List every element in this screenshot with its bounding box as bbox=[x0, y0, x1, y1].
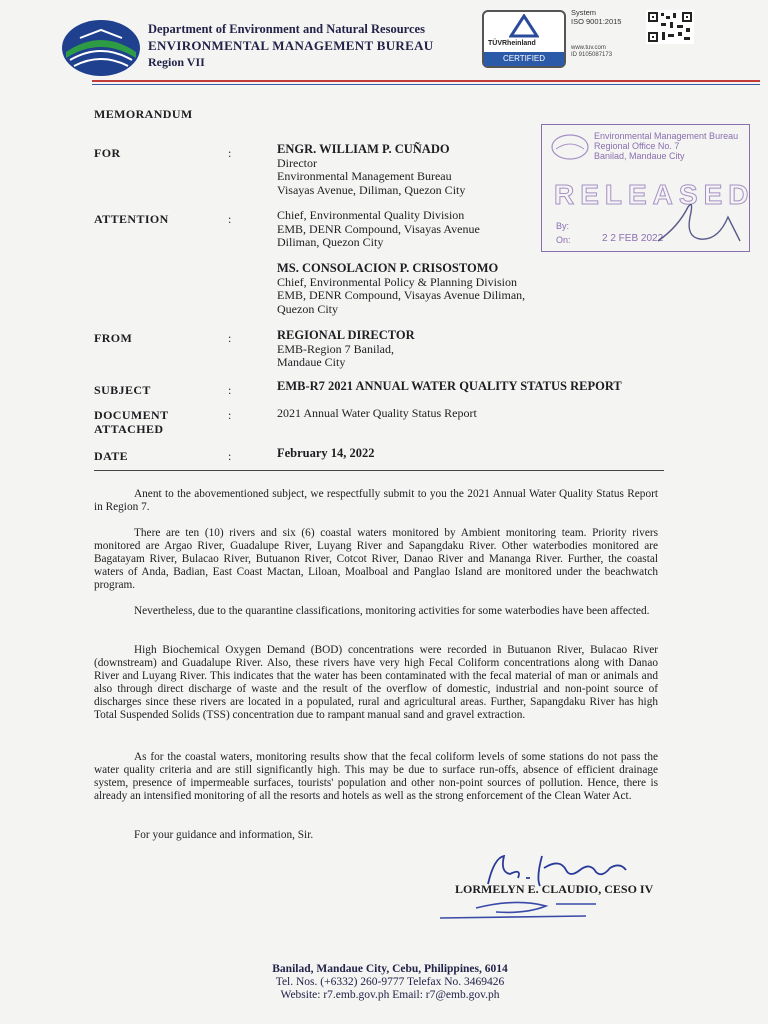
from-label: FROM bbox=[94, 331, 133, 345]
stamp-on-label: On: bbox=[556, 235, 571, 245]
header-region: Region VII bbox=[148, 55, 205, 69]
attention-recipient-2 bbox=[277, 262, 525, 316]
stamp-seal-icon bbox=[550, 133, 590, 161]
subject-text: EMB-R7 2021 ANNUAL WATER QUALITY STATUS REPORT bbox=[277, 379, 622, 393]
memo-divider bbox=[94, 470, 664, 471]
triangle-logo-icon bbox=[509, 14, 539, 38]
stamp-date: 2 2 FEB 2022 bbox=[602, 233, 664, 244]
for-recipient bbox=[277, 143, 465, 197]
signature-flourish bbox=[436, 896, 606, 929]
from-colon: : bbox=[228, 331, 232, 345]
attention2-line-1: Chief, Environmental Policy & Planning Division bbox=[277, 274, 517, 289]
for-line-1: Director bbox=[277, 155, 317, 170]
body-paragraph-3 bbox=[94, 605, 658, 618]
document-attached-text: 2021 Annual Water Quality Status Report bbox=[277, 406, 477, 420]
body-text-2: There are ten (10) rivers and six (6) coastal waters monitored by Ambient monitoring team. Priority rivers monitored are Argao River, Guadalupe River, Luyang River and Sapangdaku River. Other waterbodies monitored are Bagatayam River, Bulacao River, Butuanon River, Cotcot River, Danao River and Mananga River. Further, the coastal waters of Anda, Badian, East Coast Mactan, Liloan, Moalboal and Panglao Island are monitored under the beachwatch program. bbox=[94, 527, 658, 591]
document-label-line-2: ATTACHED bbox=[94, 422, 164, 436]
date-label: DATE bbox=[94, 449, 129, 463]
subject-label: SUBJECT bbox=[94, 383, 151, 397]
qr-code-icon bbox=[646, 10, 694, 49]
from-line-1: EMB-Region 7 Banilad, bbox=[277, 341, 394, 356]
stamp-by-label: By: bbox=[556, 221, 570, 231]
denr-logo bbox=[60, 18, 142, 83]
tuv-brand: TÜVRheinland bbox=[488, 40, 536, 47]
stamp-org-line-1: Environmental Management Bureau bbox=[594, 131, 739, 141]
subject-colon: : bbox=[228, 383, 232, 397]
stamp-org bbox=[594, 131, 738, 161]
attention2-line-3: Quezon City bbox=[277, 301, 338, 316]
attention-line-3: Diliman, Quezon City bbox=[277, 235, 384, 249]
from-sender bbox=[277, 329, 415, 370]
for-label: FOR bbox=[94, 146, 121, 160]
document-colon: : bbox=[228, 408, 232, 422]
stamp-initials-signature bbox=[628, 197, 748, 247]
date-text: February 14, 2022 bbox=[277, 446, 375, 460]
body-text-1: Anent to the abovementioned subject, we respectfully submit to you the 2021 Annual Water Quality Status Report in Region 7. bbox=[94, 488, 658, 513]
signatory-name: LORMELYN E. CLAUDIO, CESO IV bbox=[455, 882, 654, 896]
body-paragraph-1 bbox=[94, 488, 658, 514]
stamp-org-line-2: Regional Office No. 7 bbox=[594, 141, 680, 151]
iso-site-line-1: www.tuv.com bbox=[571, 45, 606, 51]
header-divider-red bbox=[92, 80, 760, 82]
attention2-name: MS. CONSOLACION P. CRISOSTOMO bbox=[277, 261, 499, 275]
iso-line-2: ISO 9001:2015 bbox=[571, 17, 622, 26]
stamp-org-line-3: Banilad, Mandaue City bbox=[594, 151, 685, 161]
body-text-6: For your guidance and information, Sir. bbox=[134, 829, 314, 841]
for-line-3: Visayas Avenue, Diliman, Quezon City bbox=[277, 182, 466, 197]
attention2-line-2: EMB, DENR Compound, Visayas Avenue Diliman, bbox=[277, 288, 526, 302]
header-divider-blue bbox=[92, 84, 760, 85]
stamp-status: RELEASED bbox=[554, 179, 755, 210]
body-paragraph-2 bbox=[94, 527, 658, 592]
document-label-line-1: DOCUMENT bbox=[94, 408, 169, 422]
header-department: Department of Environment and Natural Resources bbox=[148, 22, 425, 36]
iso-standard bbox=[571, 8, 621, 26]
header-bureau: ENVIRONMENTAL MANAGEMENT BUREAU bbox=[148, 38, 434, 53]
iso-site-line-2: ID 9105087173 bbox=[571, 52, 613, 58]
from-name: REGIONAL DIRECTOR bbox=[277, 328, 415, 342]
footer-address: Banilad, Mandaue City, Cebu, Philippines, 6014 bbox=[272, 963, 508, 975]
attention-colon: : bbox=[228, 212, 232, 226]
footer-website: Website: r7.emb.gov.ph Email: r7@emb.gov.ph bbox=[280, 989, 500, 1001]
for-name: ENGR. WILLIAM P. CUÑADO bbox=[277, 142, 450, 156]
body-paragraph-5 bbox=[94, 751, 658, 803]
tuv-certification-badge bbox=[482, 10, 566, 68]
tuv-certified-label: CERTIFIED bbox=[484, 52, 564, 66]
released-stamp bbox=[541, 124, 755, 252]
for-colon: : bbox=[228, 146, 232, 160]
iso-line-1: System bbox=[571, 8, 597, 17]
attention-line-1: Chief, Environmental Quality Division bbox=[277, 208, 465, 222]
body-paragraph-6 bbox=[94, 829, 658, 842]
for-line-2: Environmental Management Bureau bbox=[277, 169, 452, 183]
from-line-2: Mandaue City bbox=[277, 355, 346, 369]
document-attached-label bbox=[94, 408, 169, 436]
footer-telephone: Tel. Nos. (+6332) 260-9777 Telefax No. 3469426 bbox=[275, 976, 505, 988]
attention-label: ATTENTION bbox=[94, 212, 169, 226]
body-text-4: High Biochemical Oxygen Demand (BOD) concentrations were recorded in Butuanon River, Bulacao River (downstream) and Guadalupe River. Also, these rivers have very high Fecal Coliform concentrations along with Danao River and Luyang River. This indicates that the water has been contaminated with the fecal material of man or animals and also through direct discharge of waste and the result of the overflow of domestic, industrial and non-point source of discharges since these rivers are located in a populated, rural and agricultural areas. Further, Sapangdaku River has high Total Suspended Solids (TSS) concentration due to rampant manual sand and gravel extraction. bbox=[94, 644, 658, 721]
memo-title: MEMORANDUM bbox=[94, 107, 193, 121]
body-paragraph-4 bbox=[94, 644, 658, 722]
body-text-5: As for the coastal waters, monitoring results show that the fecal coliform levels of some stations do not pass the water quality criteria and are still significantly high. This may be due to surface run-offs, absence of efficient drainage system, presence of impermeable surfaces, tourists' population and other non-point sources of pollution. Hence, there is already an intensified monitoring of all the resorts and hotels as well as the strong enforcement of the Clean Water Act. bbox=[94, 751, 658, 802]
attention-line-2: EMB, DENR Compound, Visayas Avenue bbox=[277, 221, 480, 236]
iso-site bbox=[571, 45, 612, 59]
attention-recipient bbox=[277, 209, 480, 250]
date-colon: : bbox=[228, 449, 232, 463]
body-text-3: Nevertheless, due to the quarantine classifications, monitoring activities for some waterbodies have been affected. bbox=[134, 605, 650, 617]
